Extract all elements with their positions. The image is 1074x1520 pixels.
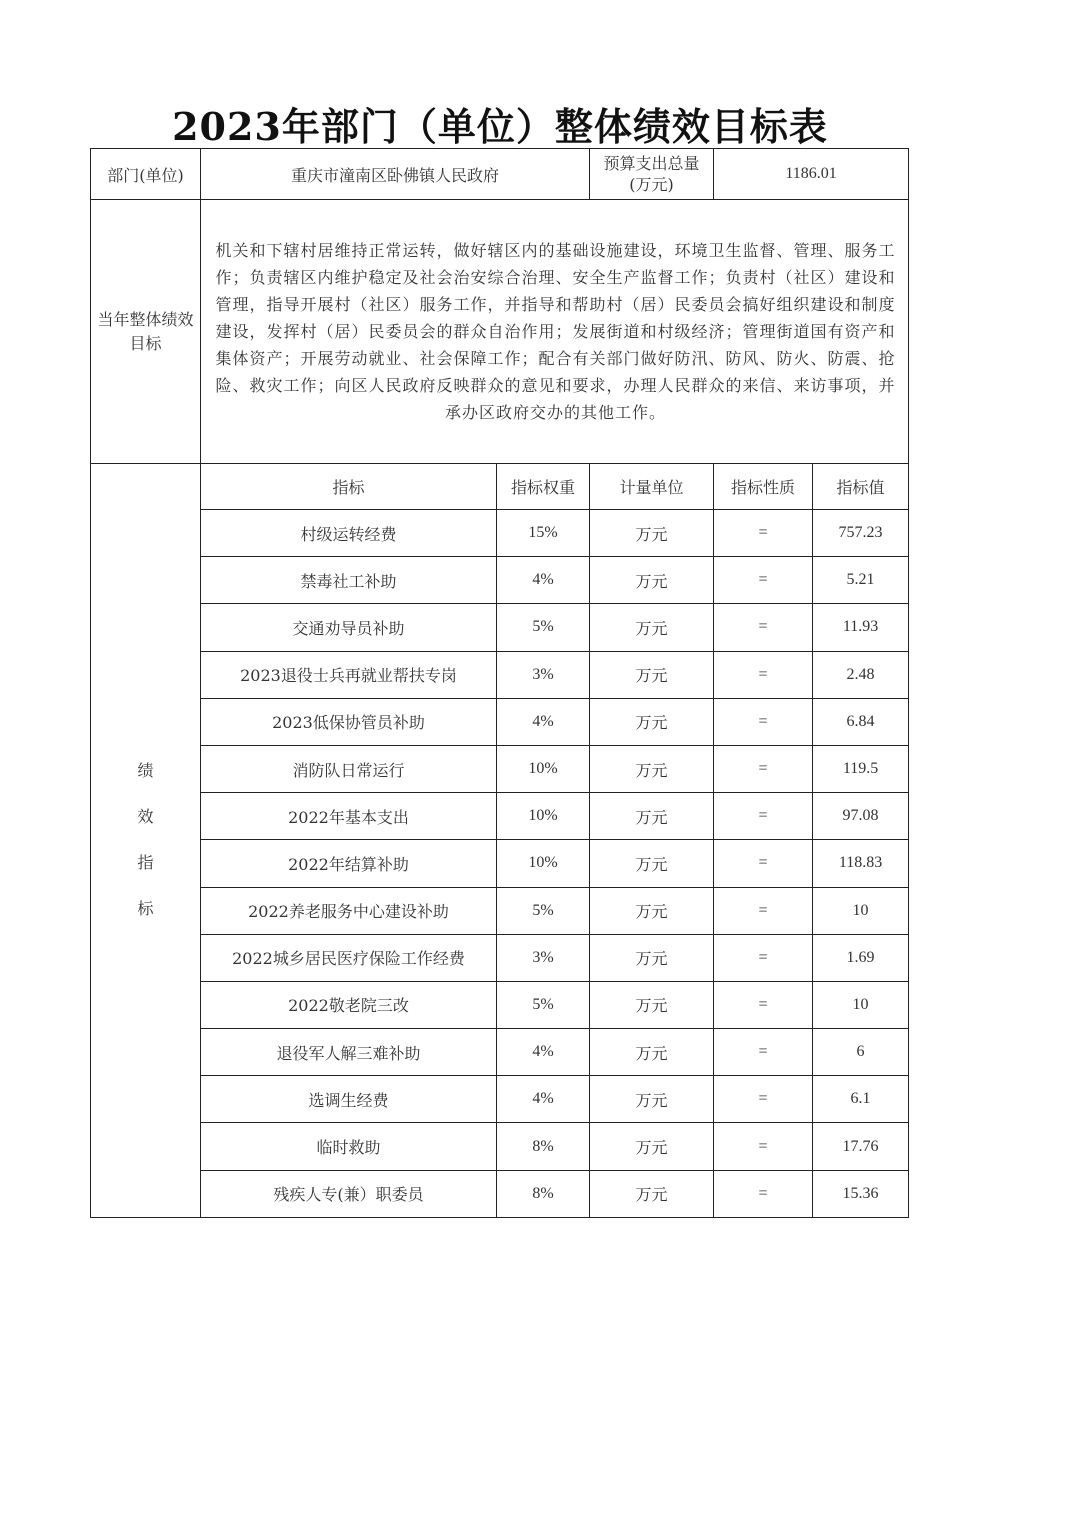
indicator-name-cell: 交通劝导员补助 bbox=[201, 604, 497, 651]
indicator-weight-cell: 15% bbox=[497, 510, 590, 557]
indicator-weight-cell: 4% bbox=[497, 1076, 590, 1123]
dept-label-cell: 部门(单位) bbox=[91, 149, 201, 200]
indicator-value-cell: 6.84 bbox=[813, 698, 909, 745]
indicator-weight-cell: 3% bbox=[497, 651, 590, 698]
table-row bbox=[91, 604, 909, 651]
indicator-value-cell: 6 bbox=[813, 1029, 909, 1076]
goal-text-cell: 机关和下辖村居维持正常运转，做好辖区内的基础设施建设，环境卫生监督、管理、服务工作；负责辖区内维护稳定及社会治安综合治理、安全生产监督工作；负责村（社区）建设和管理，指导开展村（社区）服务工作，并指导和帮助村（居）民委员会搞好组织建设和制度建设，发挥村（居）民委员会的群众自治作用；发展街道和村级经济；管理街道国有资产和集体资产；开展劳动就业、社会保障工作；配合有关部门做好防汛、防风、防火、防震、抢险、救灾工作；向区人民政府反映群众的意见和要求，办理人民群众的来信、来访事项，并承办区政府交办的其他工作。 bbox=[201, 200, 909, 464]
indicator-weight-cell: 5% bbox=[497, 887, 590, 934]
indicator-value-cell: 11.93 bbox=[813, 604, 909, 651]
indicator-unit-cell: 万元 bbox=[590, 1170, 714, 1217]
column-header: 计量单位 bbox=[590, 464, 714, 510]
table-row bbox=[91, 840, 909, 887]
indicator-nature-cell: = bbox=[714, 557, 813, 604]
indicator-name-cell: 禁毒社工补助 bbox=[201, 557, 497, 604]
column-header: 指标 bbox=[201, 464, 497, 510]
performance-target-table bbox=[90, 148, 909, 1218]
indicator-value-cell: 17.76 bbox=[813, 1123, 909, 1170]
indicator-unit-cell: 万元 bbox=[590, 887, 714, 934]
indicator-name-cell: 2022养老服务中心建设补助 bbox=[201, 887, 497, 934]
indicator-unit-cell: 万元 bbox=[590, 1123, 714, 1170]
indicator-unit-cell: 万元 bbox=[590, 1076, 714, 1123]
budget-label-cell bbox=[590, 149, 714, 200]
indicator-name-cell: 消防队日常运行 bbox=[201, 745, 497, 792]
indicator-value-cell: 5.21 bbox=[813, 557, 909, 604]
indicator-name-cell: 2023低保协管员补助 bbox=[201, 698, 497, 745]
indicator-unit-cell: 万元 bbox=[590, 557, 714, 604]
section-char: 标 bbox=[137, 899, 154, 919]
indicator-weight-cell: 4% bbox=[497, 698, 590, 745]
indicator-nature-cell: = bbox=[714, 745, 813, 792]
indicator-value-cell: 757.23 bbox=[813, 510, 909, 557]
indicator-nature-cell: = bbox=[714, 934, 813, 981]
table-row bbox=[91, 651, 909, 698]
indicator-weight-cell: 10% bbox=[497, 840, 590, 887]
section-char: 绩 bbox=[137, 761, 154, 781]
table-row bbox=[91, 981, 909, 1028]
table-row bbox=[91, 1170, 909, 1217]
indicator-value-cell: 119.5 bbox=[813, 745, 909, 792]
indicator-name-cell: 退役军人解三难补助 bbox=[201, 1029, 497, 1076]
indicator-value-cell: 10 bbox=[813, 981, 909, 1028]
table-row bbox=[91, 1123, 909, 1170]
section-char: 效 bbox=[137, 807, 154, 827]
indicator-nature-cell: = bbox=[714, 651, 813, 698]
indicator-section-label bbox=[91, 464, 201, 1218]
indicator-name-cell: 2022年结算补助 bbox=[201, 840, 497, 887]
page-title: 2023年部门（单位）整体绩效目标表 bbox=[172, 104, 828, 149]
table-row bbox=[91, 793, 909, 840]
table-row bbox=[91, 557, 909, 604]
indicator-value-cell: 15.36 bbox=[813, 1170, 909, 1217]
indicator-nature-cell: = bbox=[714, 1123, 813, 1170]
indicator-weight-cell: 4% bbox=[497, 1029, 590, 1076]
indicator-nature-cell: = bbox=[714, 604, 813, 651]
indicator-weight-cell: 5% bbox=[497, 981, 590, 1028]
indicator-name-cell: 2023退役士兵再就业帮扶专岗 bbox=[201, 651, 497, 698]
table-row bbox=[91, 1076, 909, 1123]
indicator-nature-cell: = bbox=[714, 1170, 813, 1217]
indicator-unit-cell: 万元 bbox=[590, 1029, 714, 1076]
indicator-unit-cell: 万元 bbox=[590, 651, 714, 698]
indicator-value-cell: 1.69 bbox=[813, 934, 909, 981]
indicator-weight-cell: 8% bbox=[497, 1123, 590, 1170]
indicator-unit-cell: 万元 bbox=[590, 793, 714, 840]
table-row bbox=[91, 745, 909, 792]
section-char: 指 bbox=[137, 853, 154, 873]
indicator-unit-cell: 万元 bbox=[590, 510, 714, 557]
indicator-name-cell: 选调生经费 bbox=[201, 1076, 497, 1123]
indicator-name-cell: 村级运转经费 bbox=[201, 510, 497, 557]
table-row bbox=[91, 1029, 909, 1076]
indicator-header-row bbox=[91, 464, 909, 510]
goal-label-cell: 当年整体绩效目标 bbox=[91, 200, 201, 464]
indicator-unit-cell: 万元 bbox=[590, 604, 714, 651]
indicator-weight-cell: 4% bbox=[497, 557, 590, 604]
indicator-name-cell: 2022年基本支出 bbox=[201, 793, 497, 840]
goal-row bbox=[91, 200, 909, 464]
budget-label-line2: (万元) bbox=[629, 175, 674, 194]
dept-name-cell: 重庆市潼南区卧佛镇人民政府 bbox=[201, 149, 590, 200]
column-header: 指标值 bbox=[813, 464, 909, 510]
indicator-unit-cell: 万元 bbox=[590, 840, 714, 887]
indicator-unit-cell: 万元 bbox=[590, 745, 714, 792]
indicator-name-cell: 临时救助 bbox=[201, 1123, 497, 1170]
indicator-weight-cell: 10% bbox=[497, 793, 590, 840]
header-row bbox=[91, 149, 909, 200]
indicator-nature-cell: = bbox=[714, 981, 813, 1028]
indicator-nature-cell: = bbox=[714, 840, 813, 887]
indicator-value-cell: 2.48 bbox=[813, 651, 909, 698]
indicator-weight-cell: 10% bbox=[497, 745, 590, 792]
indicator-value-cell: 10 bbox=[813, 887, 909, 934]
indicator-name-cell: 残疾人专(兼）职委员 bbox=[201, 1170, 497, 1217]
indicator-nature-cell: = bbox=[714, 1029, 813, 1076]
indicator-weight-cell: 3% bbox=[497, 934, 590, 981]
column-header: 指标权重 bbox=[497, 464, 590, 510]
indicator-unit-cell: 万元 bbox=[590, 981, 714, 1028]
table-row bbox=[91, 887, 909, 934]
indicator-unit-cell: 万元 bbox=[590, 698, 714, 745]
indicator-value-cell: 118.83 bbox=[813, 840, 909, 887]
indicator-value-cell: 97.08 bbox=[813, 793, 909, 840]
indicator-nature-cell: = bbox=[714, 698, 813, 745]
indicator-name-cell: 2022城乡居民医疗保险工作经费 bbox=[201, 934, 497, 981]
indicator-unit-cell: 万元 bbox=[590, 934, 714, 981]
table-row bbox=[91, 698, 909, 745]
budget-label-line1: 预算支出总量 bbox=[603, 154, 700, 173]
table-row bbox=[91, 934, 909, 981]
table-row bbox=[91, 510, 909, 557]
indicator-value-cell: 6.1 bbox=[813, 1076, 909, 1123]
indicator-nature-cell: = bbox=[714, 510, 813, 557]
budget-value-cell: 1186.01 bbox=[714, 149, 909, 200]
indicator-weight-cell: 8% bbox=[497, 1170, 590, 1217]
indicator-name-cell: 2022敬老院三改 bbox=[201, 981, 497, 1028]
column-header: 指标性质 bbox=[714, 464, 813, 510]
indicator-weight-cell: 5% bbox=[497, 604, 590, 651]
indicator-nature-cell: = bbox=[714, 887, 813, 934]
indicator-nature-cell: = bbox=[714, 793, 813, 840]
indicator-nature-cell: = bbox=[714, 1076, 813, 1123]
